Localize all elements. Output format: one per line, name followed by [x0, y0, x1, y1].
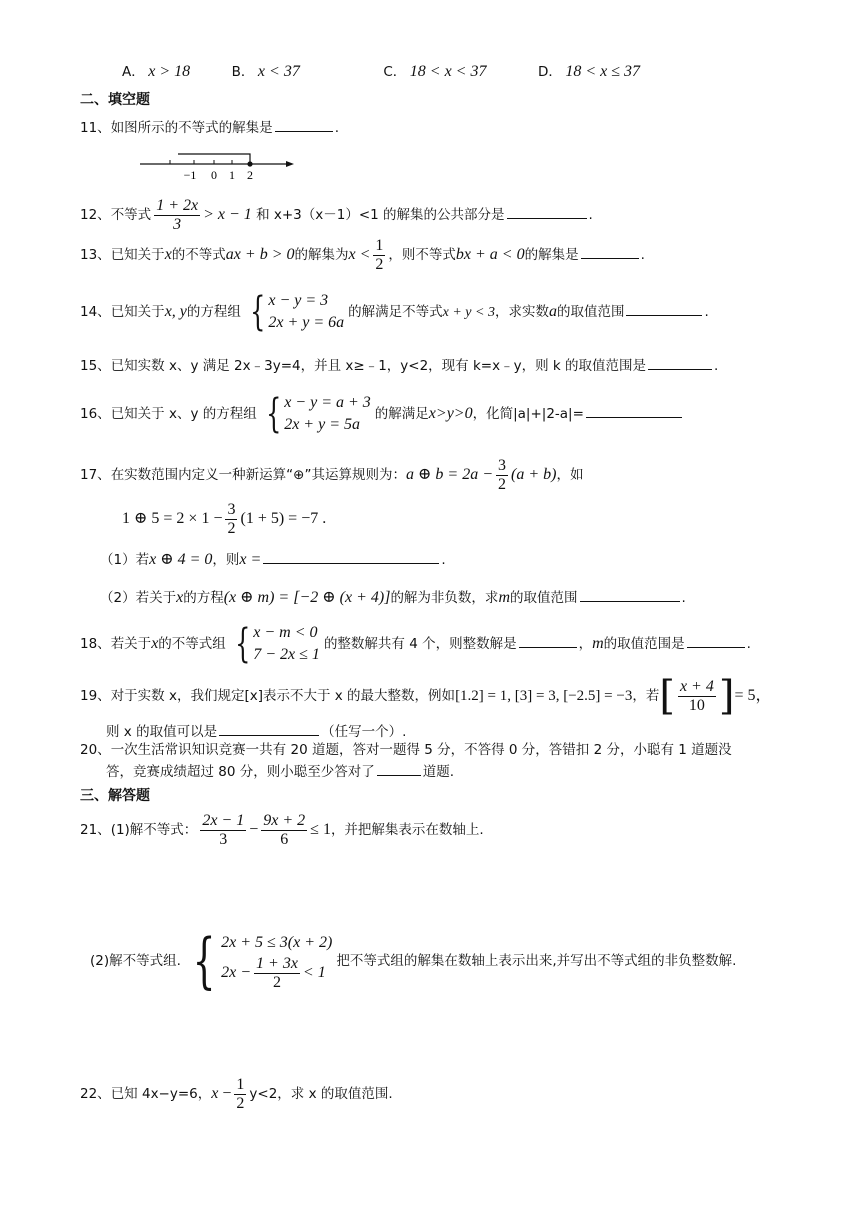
right-bracket-icon: ] — [718, 673, 735, 719]
question-22: 22、已知 4x−y=6，x − $\frac{1}{2}$ y<2，求 x 的取值范围. — [80, 1075, 393, 1112]
fraction: $\frac{3}{2}$ — [227, 500, 236, 537]
number-line — [138, 146, 300, 182]
question-20-line-2: 答，竞赛成绩超过 80 分，则小聪至少答对了 道题. — [106, 760, 800, 782]
question-21-part-2: (2)解不等式组. { 2x + 5 ≤ 3(x + 2) 2x − $\frac{1 + 3x}{2}$ < 1 把不等式组的解集在数轴上表示出来,并写出不等式组的非负整数解. — [90, 926, 737, 996]
question-20: 20、一次生活常识知识竞赛一共有 20 道题，答对一题得 5 分，不答得 0 分，答错扣 2 分，小聪有 1 道题没 — [80, 742, 732, 758]
fraction: $\frac{3}{2}$ — [498, 456, 506, 493]
question-15: 15、已知实数 x、y 满足 2x﹣3y=4，并且 x≥﹣1，y<2，现有 k=x﹣y，则 k 的取值范围是 . — [80, 354, 800, 376]
question-18: 18、若关于x的不等式组 { x − m < 0 7 − 2x ≤ 1 的整数解共有 4 个，则整数解是 ，m的取值范围是 . — [80, 621, 751, 667]
inequality-system: { 2x + 5 ≤ 3(x + 2) 2x − $\frac{1 + 3x}{2}$ < 1 — [192, 926, 333, 996]
inequality-system: { x − m < 0 7 − 2x ≤ 1 — [234, 621, 320, 667]
fraction: $\frac{1}{2}$ — [375, 236, 384, 273]
section-3-heading: 三、解答题 — [80, 788, 150, 804]
tick-label: 0 — [211, 168, 217, 182]
equation-system: { x − y = 3 2x + y = 6a — [249, 289, 345, 335]
answer-blank — [219, 720, 319, 736]
question-19-line-2: 则 x 的取值可以是 （任写一个）. — [106, 720, 800, 742]
choice-a: A． x > 18 — [122, 63, 191, 80]
question-21-part-1: 21、(1)解不等式： $\frac{2x - 1}{3}$ − $\frac{9x + 2}{6}$ ≤ 1，并把解集表示在数轴上. — [80, 811, 484, 848]
fraction: $\frac{2x - 1}{3}$ — [202, 811, 245, 848]
question-14: 14、已知关于x, y的方程组 { x − y = 3 2x + y = 6a 的解满足不等式x + y < 3，求实数a的取值范围 . — [80, 289, 709, 335]
tick-label: 2 — [247, 168, 253, 182]
choice-row — [122, 62, 800, 83]
brace-icon: { — [234, 621, 251, 667]
choice-b: B． x < 37 — [231, 63, 300, 80]
question-17-example: 1 ⊕ 5 = 2 × 1 − $\frac{3}{2}$ (1 + 5) = −7 . — [122, 500, 327, 537]
equation-system: { x − y = a + 3 2x + y = 5a — [265, 391, 371, 437]
tick-label: 1 — [229, 168, 235, 182]
answer-blank — [507, 203, 587, 219]
question-17-part-1: （1）若x ⊕ 4 = 0，则x = . — [100, 548, 800, 570]
answer-blank — [687, 632, 745, 648]
arrow-icon — [286, 161, 294, 167]
question-16: 16、已知关于 x、y 的方程组 { x − y = a + 3 2x + y = 5a 的解满足x>y>0，化简|a|+|2-a|= — [80, 390, 800, 438]
fraction: $\frac{1 + 2x}{3}$ — [156, 196, 199, 233]
answer-blank — [377, 760, 421, 776]
answer-blank — [581, 243, 639, 259]
brace-icon: { — [192, 926, 216, 996]
choice-d: D． 18 < x ≤ 37 — [537, 63, 641, 80]
solid-point — [247, 161, 252, 166]
section-2-heading: 二、填空题 — [80, 92, 150, 108]
fraction: $\frac{x + 4}{10}$ — [679, 677, 714, 714]
fraction: $\frac{1 + 3x}{2}$ — [256, 954, 298, 991]
answer-blank — [263, 548, 439, 564]
answer-blank — [626, 300, 702, 316]
question-11: 11、如图所示的不等式的解集是 . — [80, 116, 800, 138]
left-bracket-icon: [ — [659, 673, 675, 719]
brace-icon: { — [249, 289, 266, 335]
answer-blank — [275, 116, 333, 132]
question-13: 13、已知关于x的不等式ax + b > 0的解集为x < $\frac{1}{2}$ ，则不等式bx + a < 0的解集是 . — [80, 236, 645, 273]
question-17: 17、在实数范围内定义一种新运算“⊕”其运算规则为：a ⊕ b = 2a − $\frac{3}{2}$ (a + b)，如 — [80, 456, 584, 493]
fraction: $\frac{9x + 2}{6}$ — [263, 811, 306, 848]
question-12: 12、不等式 $\frac{1 + 2x}{3}$ > x − 1 和 x+3（x－1）<1 的解集的公共部分是 . — [80, 196, 593, 233]
question-19: 19、对于实数 x，我们规定[x]表示不大于 x 的最大整数，例如[1.2] = 1, [3] = 3, [−2.5] = −3，若 [ $\frac{x + 4}{10}$ ] = 5， — [80, 673, 772, 719]
fraction: $\frac{1}{2}$ — [236, 1075, 245, 1112]
question-17-part-2: （2）若关于x的方程(x ⊕ m) = [−2 ⊕ (x + 4)]的解为非负数，求m的取值范围 . — [100, 586, 800, 608]
tick-label: −1 — [183, 168, 197, 182]
answer-blank — [580, 586, 680, 602]
choice-c: C． 18 < x < 37 — [383, 63, 487, 80]
brace-icon: { — [265, 391, 282, 437]
answer-blank — [648, 354, 712, 370]
floor-bracket — [659, 673, 735, 719]
answer-blank — [586, 402, 682, 418]
answer-blank — [519, 632, 577, 648]
